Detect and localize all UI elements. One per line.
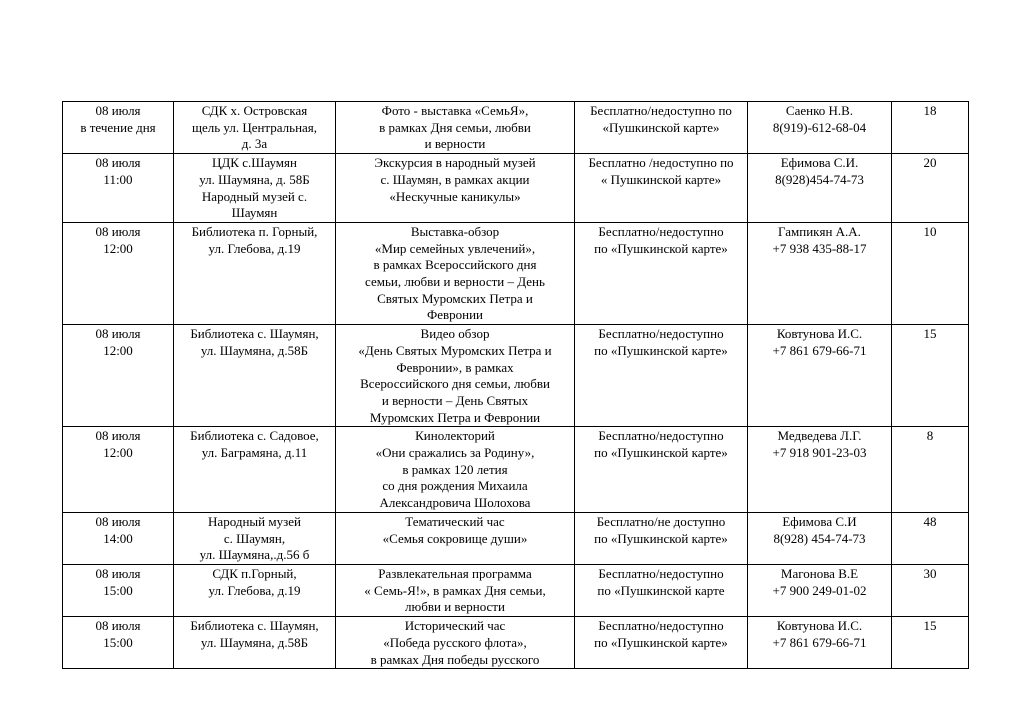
attendance-cell: 15 [892,325,969,427]
table-row [63,154,969,223]
date-time-cell: 08 июля 12:00 [63,325,174,427]
date-time-cell: 08 июля 15:00 [63,564,174,616]
venue-cell: СДК п.Горный, ул. Глебова, д.19 [174,564,336,616]
admission-cell: Бесплатно/не доступно по «Пушкинской карте» [575,512,748,564]
contact-cell: Ковтунова И.С. +7 861 679-66-71 [748,325,892,427]
admission-cell: Бесплатно/недоступно по «Пушкинской карте [575,564,748,616]
venue-cell: Библиотека п. Горный, ул. Глебова, д.19 [174,222,336,324]
contact-cell: Гампикян А.А. +7 938 435-88-17 [748,222,892,324]
attendance-cell: 18 [892,102,969,154]
event-cell: Тематический час «Семья сокровище души» [336,512,575,564]
event-cell: Кинолекторий «Они сражались за Родину», в рамках 120 летия со дня рождения Михаила Александровича Шолохова [336,427,575,513]
event-cell: Выставка-обзор «Мир семейных увлечений», в рамках Всероссийского дня семьи, любви и верности – День Святых Муромских Петра и Февронии [336,222,575,324]
venue-cell: СДК х. Островская щель ул. Центральная, д. 3а [174,102,336,154]
admission-cell: Бесплатно/недоступно по «Пушкинской карте» [575,222,748,324]
venue-cell: Библиотека с. Шаумян, ул. Шаумяна, д.58Б [174,325,336,427]
attendance-cell: 15 [892,617,969,669]
table-row [63,427,969,513]
venue-cell: Библиотека с. Садовое, ул. Баграмяна, д.11 [174,427,336,513]
event-cell: Фото - выставка «СемьЯ», в рамках Дня семьи, любви и верности [336,102,575,154]
admission-cell: Бесплатно/недоступно по «Пушкинской карте» [575,325,748,427]
table-row [63,325,969,427]
venue-cell: ЦДК с.Шаумян ул. Шаумяна, д. 58Б Народный музей с. Шаумян [174,154,336,223]
admission-cell: Бесплатно/недоступно по «Пушкинской карте» [575,427,748,513]
date-time-cell: 08 июля в течение дня [63,102,174,154]
attendance-cell: 48 [892,512,969,564]
contact-cell: Ефимова С.И. 8(928)454-74-73 [748,154,892,223]
table-row [63,512,969,564]
event-cell: Исторический час «Победа русского флота», в рамках Дня победы русского [336,617,575,669]
table-row [63,564,969,616]
date-time-cell: 08 июля 14:00 [63,512,174,564]
date-time-cell: 08 июля 12:00 [63,427,174,513]
attendance-cell: 10 [892,222,969,324]
events-schedule-table [62,101,969,669]
contact-cell: Медведева Л.Г. +7 918 901-23-03 [748,427,892,513]
contact-cell: Магонова В.Е +7 900 249-01-02 [748,564,892,616]
venue-cell: Библиотека с. Шаумян, ул. Шаумяна, д.58Б [174,617,336,669]
table-row [63,102,969,154]
admission-cell: Бесплатно/недоступно по «Пушкинской карте» [575,102,748,154]
admission-cell: Бесплатно /недоступно по « Пушкинской карте» [575,154,748,223]
attendance-cell: 30 [892,564,969,616]
date-time-cell: 08 июля 15:00 [63,617,174,669]
date-time-cell: 08 июля 12:00 [63,222,174,324]
event-cell: Видео обзор «День Святых Муромских Петра и Февронии», в рамках Всероссийского дня семьи, любви и верности – День Святых Муромских Петра и Февронии [336,325,575,427]
table-row [63,222,969,324]
event-cell: Развлекательная программа « Семь-Я!», в рамках Дня семьи, любви и верности [336,564,575,616]
event-cell: Экскурсия в народный музей с. Шаумян, в рамках акции «Нескучные каникулы» [336,154,575,223]
table-row [63,617,969,669]
contact-cell: Ковтунова И.С. +7 861 679-66-71 [748,617,892,669]
contact-cell: Ефимова С.И 8(928) 454-74-73 [748,512,892,564]
attendance-cell: 20 [892,154,969,223]
admission-cell: Бесплатно/недоступно по «Пушкинской карте» [575,617,748,669]
attendance-cell: 8 [892,427,969,513]
venue-cell: Народный музей с. Шаумян, ул. Шаумяна,.д.56 б [174,512,336,564]
contact-cell: Саенко Н.В. 8(919)-612-68-04 [748,102,892,154]
date-time-cell: 08 июля 11:00 [63,154,174,223]
